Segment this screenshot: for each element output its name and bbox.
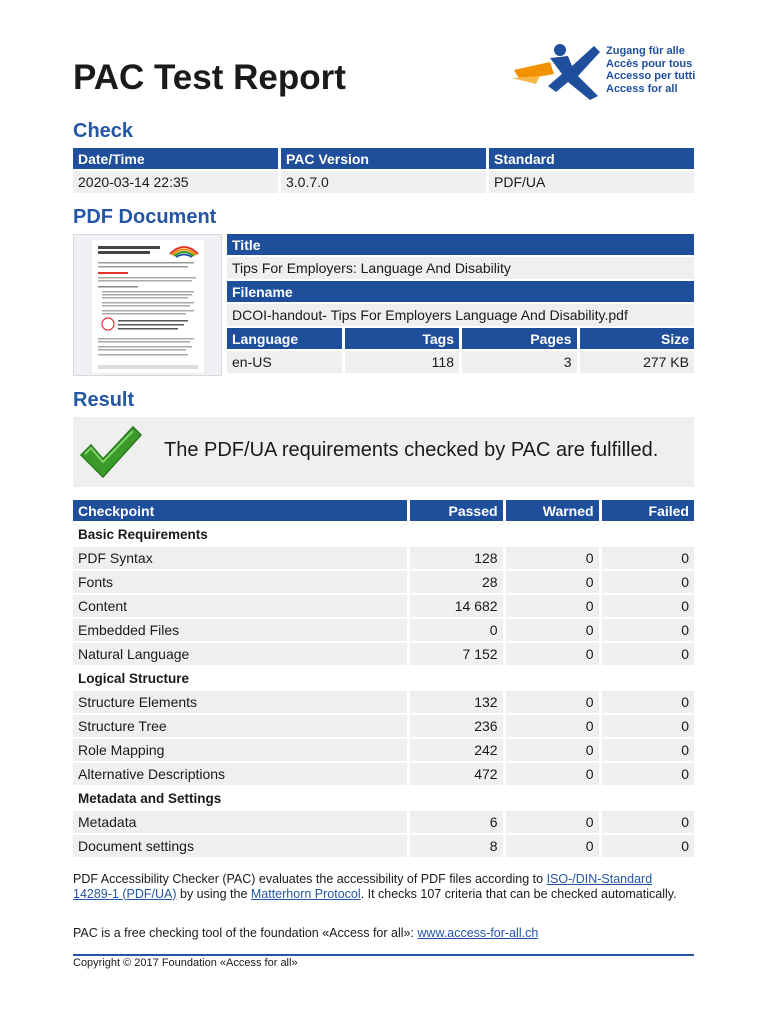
checkpoint-name: Fonts [73, 571, 407, 593]
pac-foundation-note: PAC is a free checking tool of the foundation «Access for all»: www.access-for-all.ch [73, 926, 539, 940]
failed-count: 0 [602, 715, 694, 737]
iso-standard-link[interactable]: ISO-/DIN-Standard 14289-1 (PDF/UA) [73, 872, 653, 901]
filename-value: DCOI-handout- Tips For Employers Language And Disability.pdf [227, 304, 694, 326]
size-value: 277 KB [580, 351, 695, 373]
passed-count: 472 [410, 763, 503, 785]
title-value: Tips For Employers: Language And Disability [227, 257, 694, 279]
standard-value: PDF/UA [489, 171, 694, 193]
page-title: PAC Test Report [73, 58, 346, 97]
passed-count: 6 [410, 811, 503, 833]
passed-count: 28 [410, 571, 503, 593]
checkpoint-name: Metadata [73, 811, 407, 833]
pdf-document-heading: PDF Document [73, 206, 217, 228]
passed-header: Passed [410, 500, 503, 521]
warned-count: 0 [506, 763, 599, 785]
pac-version-value: 3.0.7.0 [281, 171, 486, 193]
check-table [70, 146, 697, 195]
passed-count: 128 [410, 547, 503, 569]
checkpoint-name: PDF Syntax [73, 547, 407, 569]
filename-label: Filename [227, 281, 694, 302]
checkpoint-name: Structure Tree [73, 715, 407, 737]
size-header: Size [580, 328, 695, 349]
warned-count: 0 [506, 547, 599, 569]
language-header: Language [227, 328, 342, 349]
table-row [73, 643, 694, 665]
warned-count: 0 [506, 715, 599, 737]
failed-header: Failed [602, 500, 694, 521]
check-heading: Check [73, 120, 134, 142]
result-message: The PDF/UA requirements checked by PAC are fulfilled. [164, 439, 659, 461]
failed-count: 0 [602, 595, 694, 617]
table-row [73, 571, 694, 593]
copyright: Copyright © 2017 Foundation «Access for all» [73, 957, 298, 969]
pac-version-header: PAC Version [281, 148, 486, 169]
failed-count: 0 [602, 811, 694, 833]
result-box [73, 417, 694, 487]
warned-count: 0 [506, 739, 599, 761]
passed-count: 236 [410, 715, 503, 737]
thumbnail-page-art-icon [92, 240, 204, 373]
failed-count: 0 [602, 547, 694, 569]
matterhorn-protocol-link[interactable]: Matterhorn Protocol [250, 886, 361, 901]
checkpoint-table [70, 498, 697, 859]
logo-text: Zugang für alle Accès pour tous Accesso per tutti Access for all [606, 45, 696, 95]
table-row [73, 619, 694, 641]
tags-header: Tags [345, 328, 460, 349]
failed-count: 0 [602, 643, 694, 665]
warned-count: 0 [506, 595, 599, 617]
document-thumbnail [73, 234, 222, 376]
warned-count: 0 [506, 619, 599, 641]
passed-count: 242 [410, 739, 503, 761]
failed-count: 0 [602, 763, 694, 785]
table-row [73, 763, 694, 785]
checkpoint-name: Structure Elements [73, 691, 407, 713]
failed-count: 0 [602, 835, 694, 857]
footer-divider [73, 954, 694, 956]
group-basic-requirements: Basic Requirements [73, 523, 694, 545]
checkpoint-name: Content [73, 595, 407, 617]
passed-count: 7 152 [410, 643, 503, 665]
passed-count: 0 [410, 619, 503, 641]
table-row [73, 835, 694, 857]
access-for-all-figure-icon [510, 40, 606, 100]
document-info-table [224, 232, 697, 375]
access-for-all-logo [510, 40, 700, 100]
checkpoint-header: Checkpoint [73, 500, 407, 521]
checkpoint-name: Document settings [73, 835, 407, 857]
passed-count: 8 [410, 835, 503, 857]
failed-count: 0 [602, 739, 694, 761]
warned-count: 0 [506, 643, 599, 665]
table-row [73, 547, 694, 569]
warned-count: 0 [506, 691, 599, 713]
access-for-all-link[interactable]: www.access-for-all.ch [417, 926, 539, 940]
failed-count: 0 [602, 571, 694, 593]
checkpoint-name: Role Mapping [73, 739, 407, 761]
passed-count: 14 682 [410, 595, 503, 617]
table-row [73, 739, 694, 761]
checkpoint-name: Natural Language [73, 643, 407, 665]
date-time-value: 2020-03-14 22:35 [73, 171, 278, 193]
language-value: en-US [227, 351, 342, 373]
failed-count: 0 [602, 691, 694, 713]
thumbnail-page [92, 240, 204, 373]
failed-count: 0 [602, 619, 694, 641]
checkpoint-name: Alternative Descriptions [73, 763, 407, 785]
table-row [73, 595, 694, 617]
warned-header: Warned [506, 500, 599, 521]
tags-value: 118 [345, 351, 460, 373]
warned-count: 0 [506, 571, 599, 593]
result-heading: Result [73, 389, 135, 411]
table-row [73, 715, 694, 737]
checkpoint-name: Embedded Files [73, 619, 407, 641]
passed-count: 132 [410, 691, 503, 713]
title-label: Title [227, 234, 694, 255]
date-time-header: Date/Time [73, 148, 278, 169]
checkmark-icon [77, 421, 143, 483]
table-row [73, 691, 694, 713]
standard-header: Standard [489, 148, 694, 169]
table-row [73, 811, 694, 833]
warned-count: 0 [506, 835, 599, 857]
pages-value: 3 [462, 351, 577, 373]
group-metadata-and-settings: Metadata and Settings [73, 787, 694, 809]
pac-description: PDF Accessibility Checker (PAC) evaluates the accessibility of PDF files according to ISO-/DIN-Standard 14289-1 (PDF/UA) by using the Matterhorn Protocol. It checks 107 criteria that can be checked automatically. [73, 872, 677, 901]
warned-count: 0 [506, 811, 599, 833]
group-logical-structure: Logical Structure [73, 667, 694, 689]
pages-header: Pages [462, 328, 577, 349]
